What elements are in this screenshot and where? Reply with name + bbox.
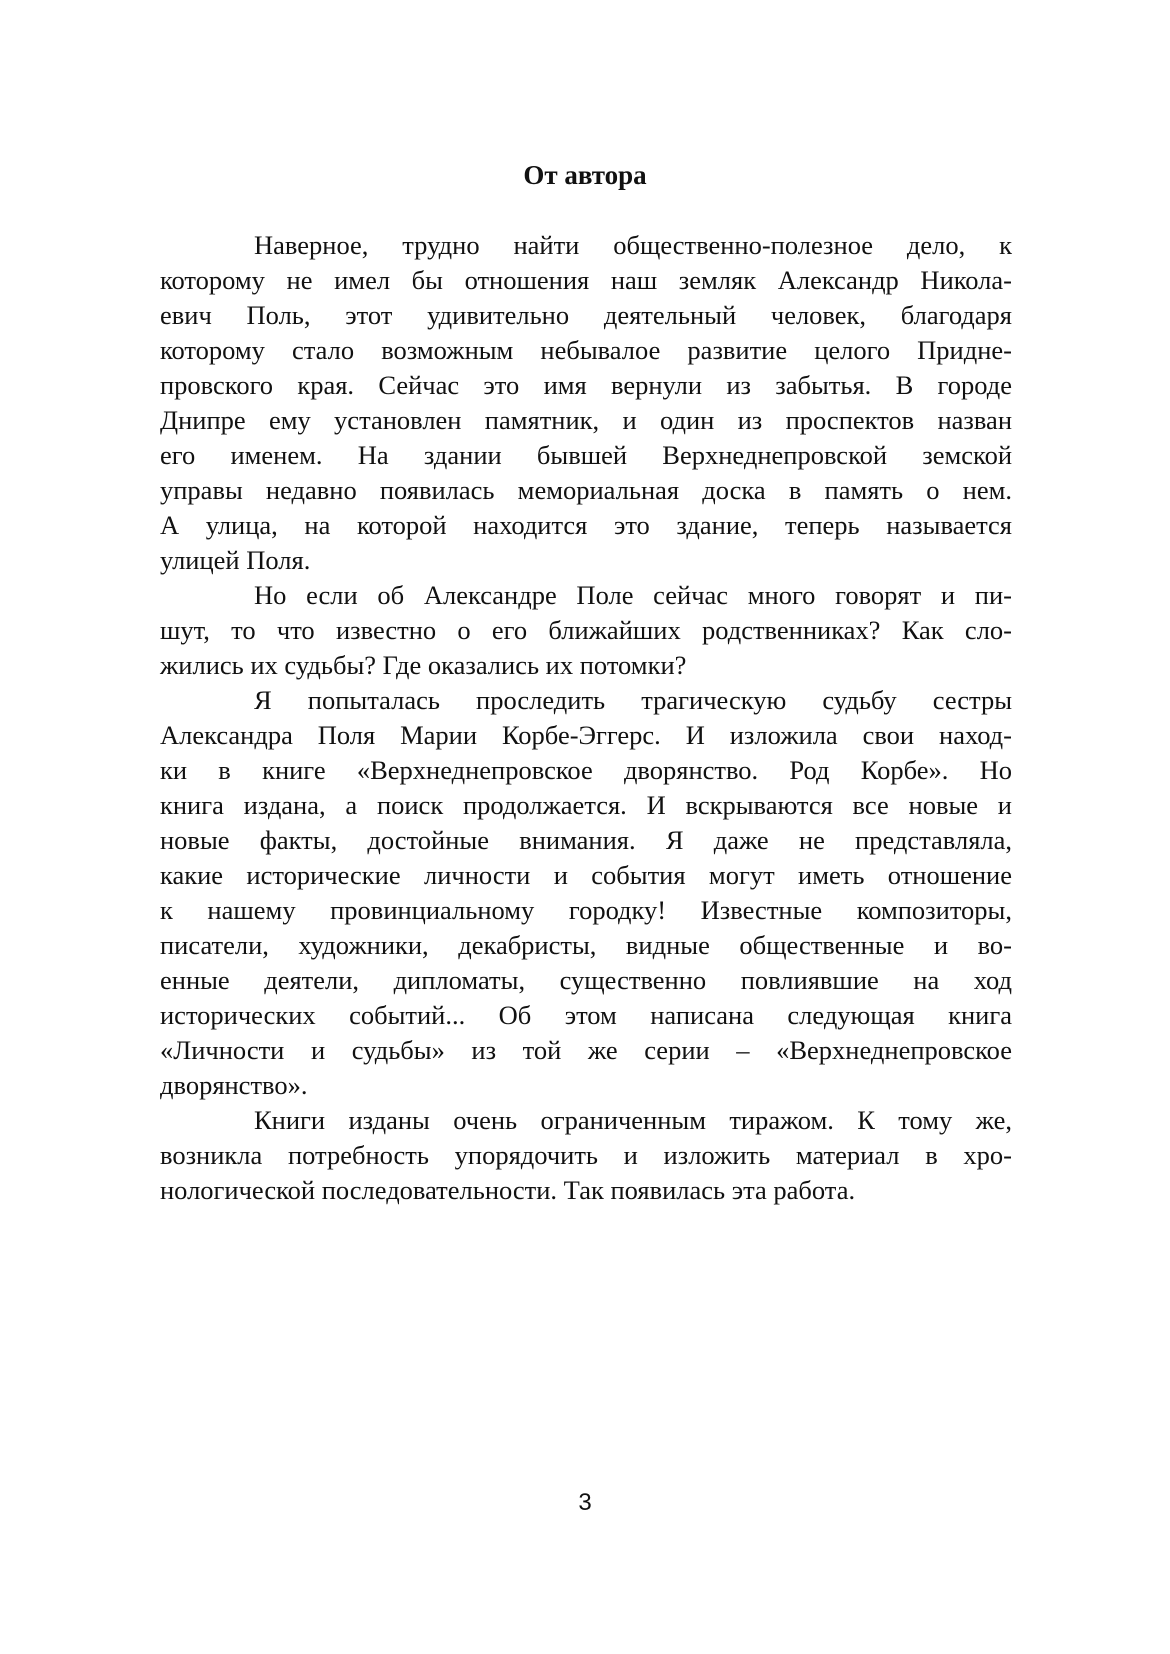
text-line: какие исторические личности и события могут иметь отношение xyxy=(160,860,1012,890)
text-line: А улица, на которой находится это здание, теперь называется xyxy=(160,510,1012,540)
text-line: его именем. На здании бывшей Верхнеднепровской земской xyxy=(160,440,1012,470)
text-line: улицей Поля. xyxy=(160,545,311,575)
text-line: исторических событий... Об этом написана следующая книга xyxy=(160,1000,1012,1030)
text-line: писатели, художники, декабристы, видные общественные и во- xyxy=(160,930,1012,960)
paragraph xyxy=(160,228,1012,578)
text-line: Книги изданы очень ограниченным тиражом. К тому же, xyxy=(254,1105,1012,1135)
text-line: управы недавно появилась мемориальная доска в память о нем. xyxy=(160,475,1012,505)
text-line: к нашему провинциальному городку! Известные композиторы, xyxy=(160,895,1012,925)
paragraph xyxy=(160,1103,1012,1208)
text-line: ки в книге «Верхнеднепровское дворянство. Род Корбе». Но xyxy=(160,755,1012,785)
text-line: книга издана, а поиск продолжается. И вскрываются все новые и xyxy=(160,790,1012,820)
text-line: Но если об Александре Поле сейчас много говорят и пи- xyxy=(254,580,1012,610)
body-text xyxy=(160,228,1012,1208)
text-line: Александра Поля Марии Корбе-Эггерс. И изложила свои наход- xyxy=(160,720,1012,750)
page-number: 3 xyxy=(578,1489,592,1516)
text-line: Наверное, трудно найти общественно-полезное дело, к xyxy=(254,230,1012,260)
page-title: От автора xyxy=(523,160,647,190)
text-line: Днипре ему установлен памятник, и один из проспектов назван xyxy=(160,405,1012,435)
text-line: нологической последовательности. Так появилась эта работа. xyxy=(160,1175,856,1205)
paragraph xyxy=(160,578,1012,683)
text-line: провского края. Сейчас это имя вернули из забытья. В городе xyxy=(160,370,1012,400)
text-line: шут, то что известно о его ближайших родственниках? Как сло- xyxy=(160,615,1012,645)
text-line: которому не имел бы отношения наш земляк Александр Никола- xyxy=(160,265,1012,295)
text-line: Я попыталась проследить трагическую судьбу сестры xyxy=(254,685,1012,715)
text-line: дворянство». xyxy=(160,1070,308,1100)
text-line: возникла потребность упорядочить и изложить материал в хро- xyxy=(160,1140,1012,1170)
paragraph xyxy=(160,683,1012,1103)
text-line: которому стало возможным небывалое развитие целого Придне- xyxy=(160,335,1012,365)
text-line: новые факты, достойные внимания. Я даже не представляла, xyxy=(160,825,1012,855)
text-line: «Личности и судьбы» из той же серии – «Верхнеднепровское xyxy=(160,1035,1012,1065)
text-line: жились их судьбы? Где оказались их потомки? xyxy=(160,650,687,680)
text-line: евич Поль, этот удивительно деятельный человек, благодаря xyxy=(160,300,1012,330)
text-line: енные деятели, дипломаты, существенно повлиявшие на ход xyxy=(160,965,1012,995)
